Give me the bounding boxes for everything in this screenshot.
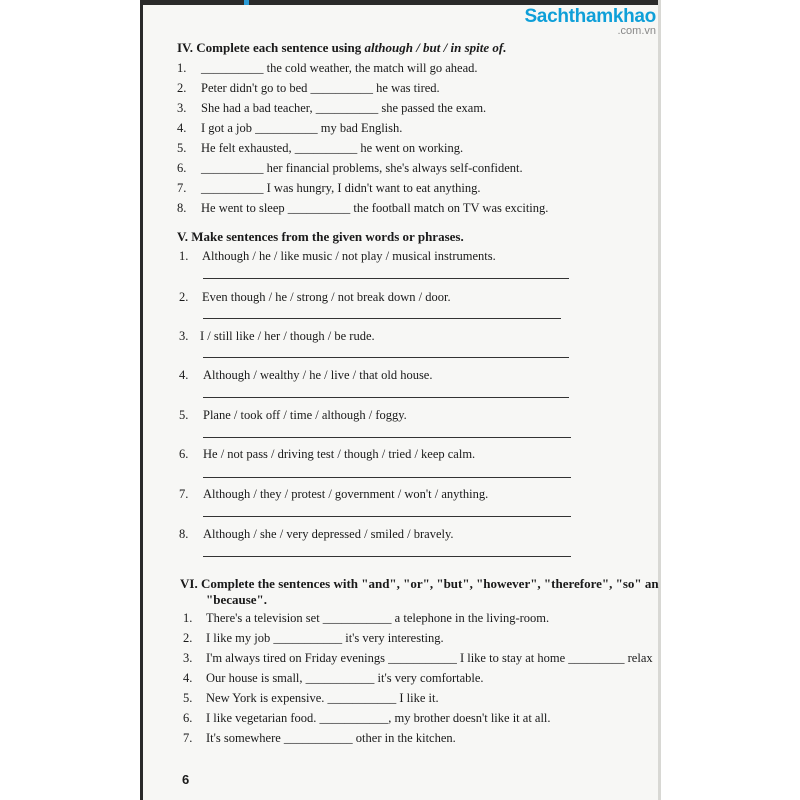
item-text: I got a job __________ my bad English. bbox=[201, 121, 403, 135]
item-number: 1. bbox=[183, 611, 193, 625]
item-number: 2. bbox=[179, 290, 189, 304]
answer-line bbox=[203, 397, 569, 398]
item-number: 8. bbox=[177, 201, 187, 215]
item-number: 5. bbox=[177, 141, 187, 155]
item-number: 7. bbox=[179, 487, 189, 501]
item-number: 3. bbox=[183, 651, 193, 665]
item-number: 2. bbox=[177, 81, 187, 95]
section-iv-title-prefix: IV. Complete each sentence using bbox=[177, 40, 365, 55]
item-number: 3. bbox=[177, 101, 187, 115]
item-text: Although / she / very depressed / smiled / bravely. bbox=[203, 527, 454, 541]
item-text: I like my job ___________ it's very interesting. bbox=[206, 631, 444, 645]
item-text: He felt exhausted, __________ he went on working. bbox=[201, 141, 464, 155]
item-number: 5. bbox=[183, 691, 193, 705]
logo-sub: .com.vn bbox=[617, 25, 656, 37]
item-text: Peter didn't go to bed __________ he was tired. bbox=[201, 81, 440, 95]
item-text: I like vegetarian food. ___________, my brother doesn't like it at all. bbox=[206, 711, 551, 725]
section-iv-title-italic: although / but / in spite of. bbox=[364, 40, 507, 55]
item-text: __________ I was hungry, I didn't want to eat anything. bbox=[201, 181, 481, 195]
item-text: New York is expensive. ___________ I like it. bbox=[206, 691, 439, 705]
answer-line bbox=[203, 357, 569, 358]
item-number: 4. bbox=[179, 368, 189, 382]
item-text: He went to sleep __________ the football match on TV was exciting. bbox=[201, 201, 549, 215]
item-number: 4. bbox=[177, 121, 187, 135]
answer-line bbox=[203, 318, 561, 319]
logo-main: Sachthamkhao bbox=[524, 6, 656, 27]
section-vi-title: VI. Complete the sentences with "and", "or", "but", "however", "therefore", "so" an bbox=[180, 576, 659, 591]
item-text: I'm always tired on Friday evenings ___________ I like to stay at home _________ relax bbox=[206, 651, 653, 665]
item-text: Plane / took off / time / although / foggy. bbox=[203, 408, 407, 422]
item-number: 3. bbox=[179, 329, 189, 343]
item-number: 4. bbox=[183, 671, 193, 685]
item-text: She had a bad teacher, __________ she passed the exam. bbox=[201, 101, 487, 115]
answer-line bbox=[203, 516, 571, 517]
answer-line bbox=[203, 437, 571, 438]
site-logo bbox=[506, 6, 656, 37]
item-number: 1. bbox=[177, 61, 187, 75]
section-vi-title-cont: "because". bbox=[206, 592, 268, 607]
section-iv-title bbox=[177, 40, 506, 56]
item-text: He / not pass / driving test / though / tried / keep calm. bbox=[203, 447, 476, 461]
item-number: 7. bbox=[183, 731, 193, 745]
section-v-title: V. Make sentences from the given words or phrases. bbox=[177, 229, 464, 244]
page-number: 6 bbox=[182, 772, 190, 787]
item-text: __________ the cold weather, the match will go ahead. bbox=[201, 61, 478, 75]
item-text: Our house is small, ___________ it's very comfortable. bbox=[206, 671, 484, 685]
page-right-edge bbox=[658, 0, 661, 800]
item-number: 7. bbox=[177, 181, 187, 195]
top-border bbox=[140, 0, 660, 5]
item-number: 1. bbox=[179, 249, 189, 263]
item-text: Although / wealthy / he / live / that old house. bbox=[203, 368, 433, 382]
item-number: 6. bbox=[177, 161, 187, 175]
item-text: I / still like / her / though / be rude. bbox=[200, 329, 375, 343]
answer-line bbox=[203, 556, 571, 557]
item-text: Although / he / like music / not play / musical instruments. bbox=[202, 249, 496, 263]
answer-line bbox=[203, 477, 571, 478]
item-number: 5. bbox=[179, 408, 189, 422]
item-number: 6. bbox=[183, 711, 193, 725]
item-number: 2. bbox=[183, 631, 193, 645]
item-text: It's somewhere ___________ other in the kitchen. bbox=[206, 731, 456, 745]
item-text: __________ her financial problems, she's always self-confident. bbox=[201, 161, 523, 175]
item-number: 6. bbox=[179, 447, 189, 461]
item-number: 8. bbox=[179, 527, 189, 541]
answer-line bbox=[203, 278, 569, 279]
page-spine bbox=[140, 0, 143, 800]
item-text: Even though / he / strong / not break down / door. bbox=[202, 290, 451, 304]
item-text: Although / they / protest / government / won't / anything. bbox=[203, 487, 489, 501]
item-text: There's a television set ___________ a telephone in the living-room. bbox=[206, 611, 550, 625]
